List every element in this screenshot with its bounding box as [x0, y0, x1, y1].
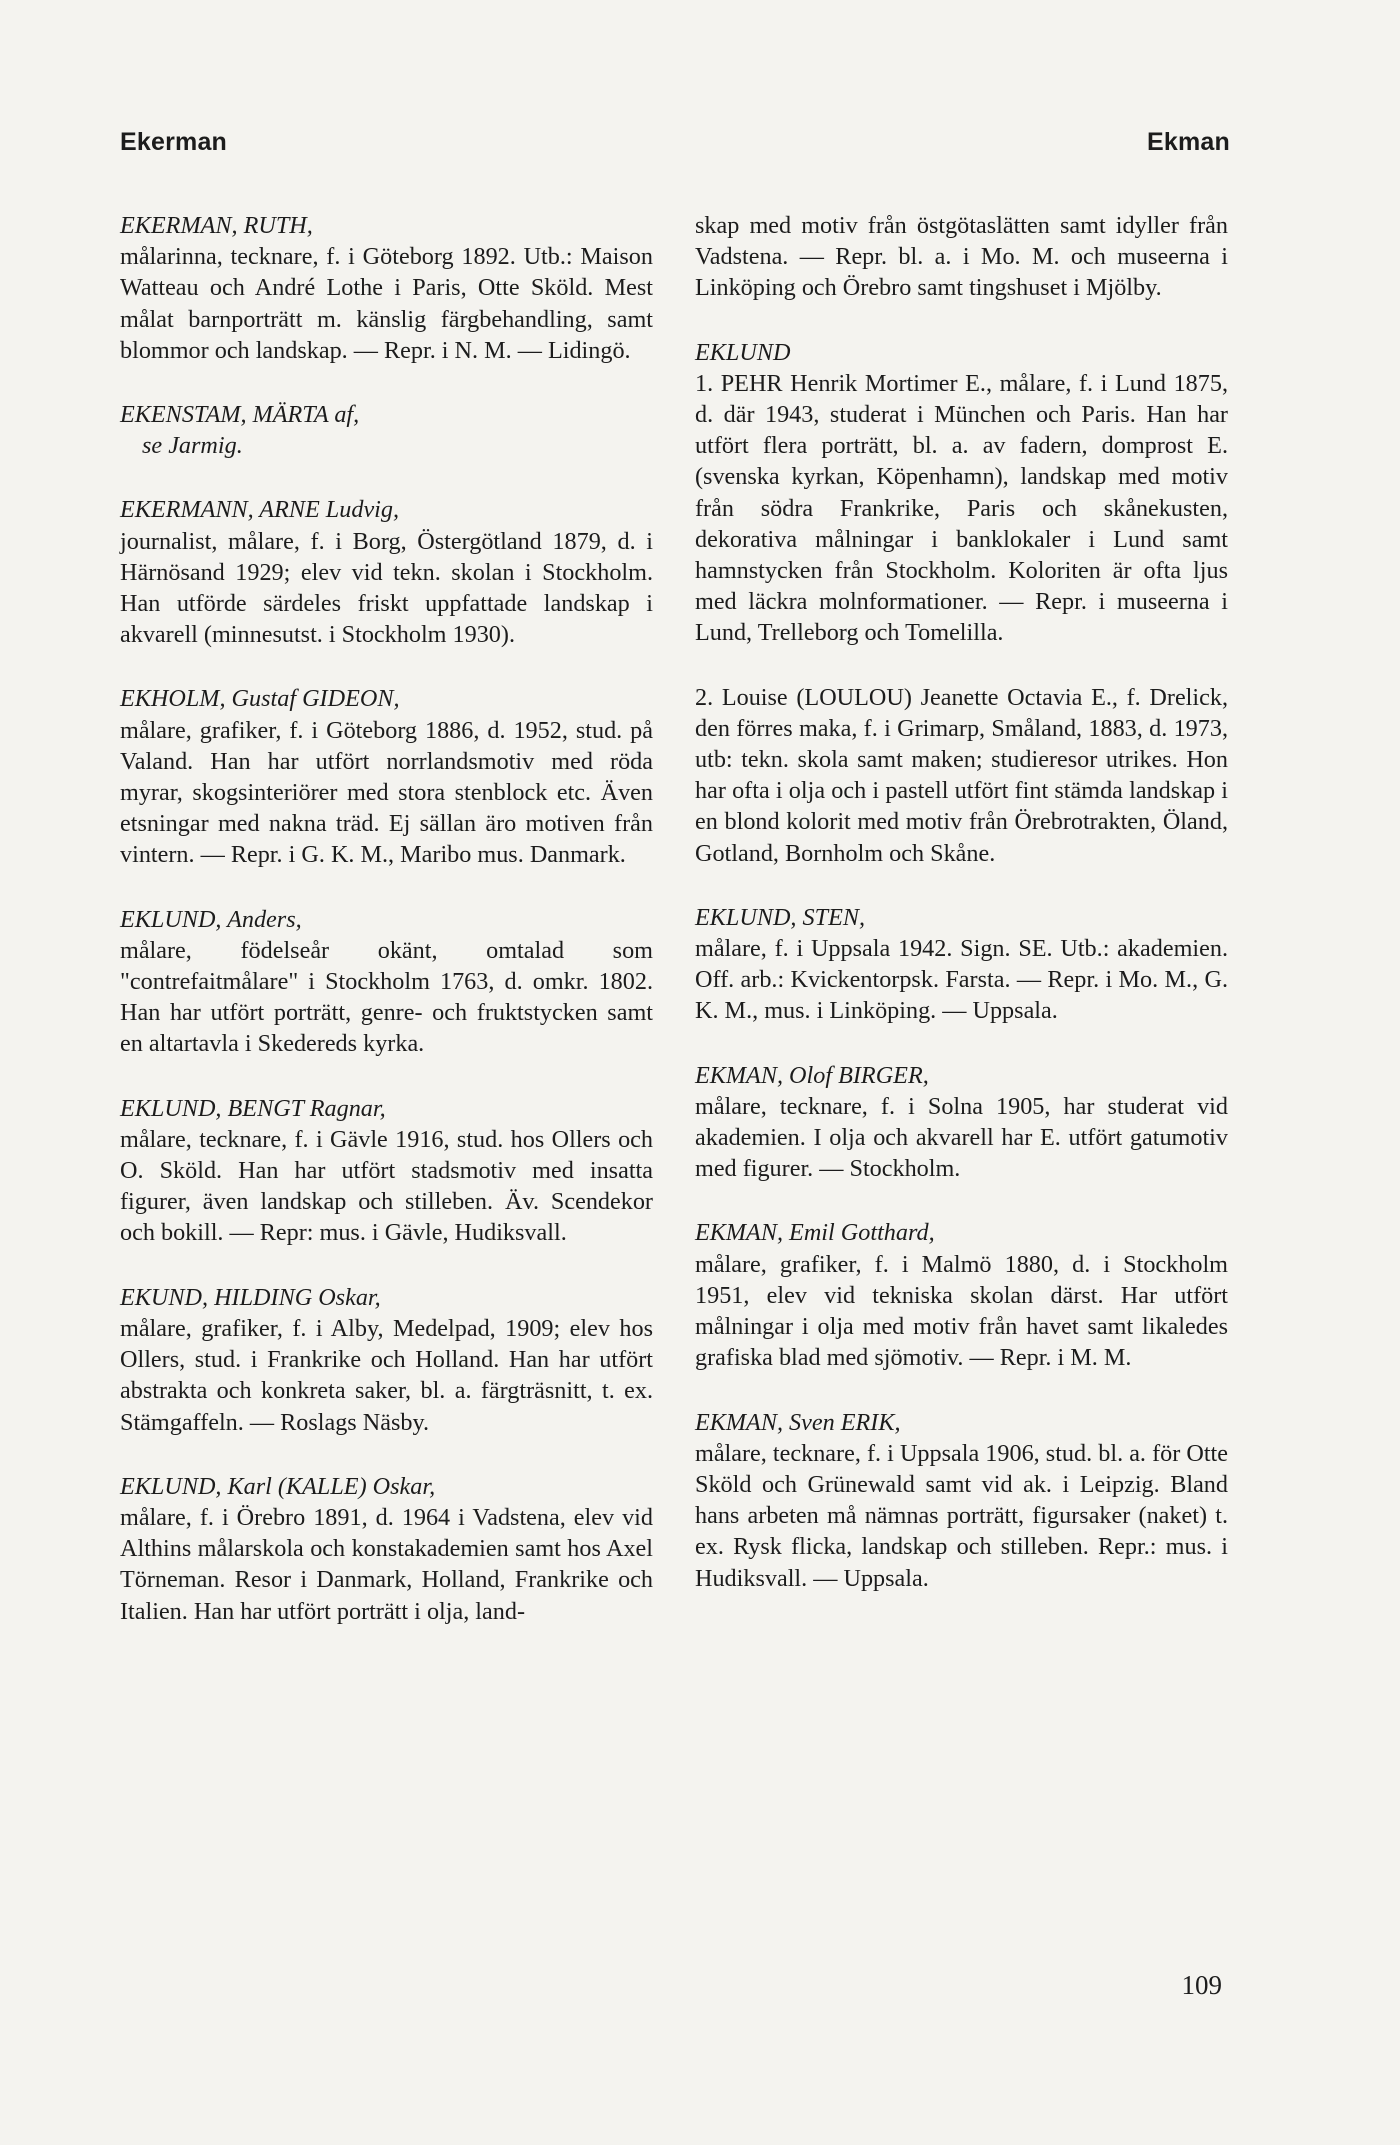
entry-body: målare, grafiker, f. i Alby, Medelpad, 1909; elev hos Ollers, stud. i Frankrike och Holland. Han har utfört abstrakta och konkreta saker, bl. a. färgträsnitt, t. ex. Stämgaffeln. — Roslags Näsby. [120, 1314, 653, 1436]
entry-head: EKERMAN, RUTH, [120, 212, 313, 239]
left-column [120, 210, 653, 1660]
entry-head: EKLUND, Karl (KALLE) Oskar, [120, 1472, 436, 1500]
entry-body: målarinna, tecknare, f. i Göteborg 1892. Utb.: Maison Watteau och André Lothe i Paris, Otte Sköld. Mest målat barnporträtt m. känslig färgbehandling, samt blommor och landskap. — Repr. i N. M. — Lidingö. [120, 243, 653, 364]
entry-head: EKMAN, Sven ERIK, [695, 1408, 901, 1436]
entry-head: EKMAN, Olof BIRGER, [695, 1061, 929, 1089]
entry-eklund-sten [695, 902, 1228, 1027]
entry-eklund-group [695, 337, 1228, 869]
entry-head-name: EKENSTAM, MÄRTA af, [120, 401, 360, 429]
entry-body: målare, f. i Örebro 1891, d. 1964 i Vadstena, elev vid Althins målarskola och konstakademien samt hos Axel Törneman. Resor i Danmark, Holland, Frankrike och Italien. Han har utfört porträtt i olja, land- [120, 1503, 653, 1625]
sub-entry-pehr [695, 368, 1228, 649]
sub-entry-body: 1. PEHR Henrik Mortimer E., målare, f. i Lund 1875, d. där 1943, studerat i München och Paris. Han har utfört flera porträtt, bl. a. av fadern, domprost E. (svenska kyrkan, Köpenhamn), landskap med motiv från södra Frankrike, Paris och skånekusten, dekorativa målningar i banklokaler i Lund samt hamnstycken från Stockholm. Koloriten är ofta ljus med läckra molnformationer. — Repr. i museerna i Lund, Trelleborg och Tomelilla. [695, 369, 1228, 647]
entry-ekermann-arne [120, 494, 653, 650]
running-head-left: Ekerman [120, 128, 228, 156]
entry-head: EKERMANN, ARNE Ludvig, [120, 496, 400, 524]
entry-head: EKUND, HILDING Oskar, [120, 1283, 381, 1311]
entry-ekman-emil [695, 1217, 1228, 1373]
sub-entry-body: 2. Louise (LOULOU) Jeanette Octavia E., f. Drelick, den förres maka, f. i Grimarp, Småland, 1883, d. 1973, utb: tekn. skola samt maken; studieresor utrikes. Hon har ofta i olja och i pastell utfört fint stämda landskap i en blond kolorit med motiv från Örebrotrakten, Öland, Gotland, Bornholm och Skåne. [695, 683, 1228, 867]
entry-head [120, 399, 653, 461]
entry-eklund-kalle [120, 1471, 653, 1627]
entry-body: målare, tecknare, f. i Uppsala 1906, stud. bl. a. för Otte Sköld och Grünewald samt vid ak. i Leipzig. Bland hans arbeten må nämnas porträtt, figursaker (naket) t. ex. Rysk flicka, landskap och stilleben. Repr.: mus. i Hudiksvall. — Uppsala. [695, 1439, 1228, 1592]
right-column [695, 210, 1228, 1627]
entry-ekman-erik [695, 1407, 1228, 1594]
running-head-right: Ekman [1147, 128, 1230, 156]
cross-reference: se Jarmig. [142, 432, 243, 460]
entry-body: målare, grafiker, f. i Göteborg 1886, d. 1952, stud. på Valand. Han har utfört norrlandsmotiv med röda myrar, skogsinteriörer med stora stenblock etc. Även etsningar med nakna träd. Ej sällan äro motiven från vintern. — Repr. i G. K. M., Maribo mus. Danmark. [120, 716, 653, 869]
page-number: 109 [1181, 1970, 1222, 2000]
entry-body: målare, tecknare, f. i Gävle 1916, stud. hos Ollers och O. Sköld. Han har utfört stadsmotiv med insatta figurer, även landskap och stilleben. Äv. Scendekor och bokill. — Repr: mus. i Gävle, Hudiksvall. [120, 1125, 653, 1247]
entry-ekund-hilding [120, 1282, 653, 1438]
entry-ekenstam-marta [120, 399, 653, 461]
entry-eklund-anders [120, 904, 653, 1060]
entry-body: journalist, målare, f. i Borg, Östergötland 1879, d. i Härnösand 1929; elev vid tekn. skolan i Stockholm. Han utförde särdeles friskt uppfattade landskap i akvarell (minnesutst. i Stockholm 1930). [120, 527, 653, 649]
entry-ekman-birger [695, 1060, 1228, 1185]
entry-ekerman-ruth [120, 210, 653, 366]
entry-head: EKMAN, Emil Gotthard, [695, 1219, 935, 1247]
entry-body: målare, tecknare, f. i Solna 1905, har studerat vid akademien. I olja och akvarell har E. utfört gatumotiv med figurer. — Stockholm. [695, 1092, 1228, 1183]
entry-eklund-bengt [120, 1093, 653, 1249]
entry-body: målare, födelseår okänt, omtalad som "contrefaitmålare" i Stockholm 1763, d. omkr. 1802. Han har utfört porträtt, genre- och fruktstycken samt en altartavla i Skedereds kyrka. [120, 936, 653, 1058]
entry-head: EKLUND, STEN, [695, 903, 866, 931]
entry-head: EKLUND, Anders, [120, 905, 302, 933]
entry-head: EKLUND [695, 338, 791, 366]
entry-ekholm-gideon [120, 683, 653, 870]
entry-body: målare, grafiker, f. i Malmö 1880, d. i Stockholm 1951, elev vid tekniska skolan därst. Har utfört målningar i olja med motiv från havet samt likaledes grafiska blad med sjömotiv. — Repr. i M. M. [695, 1250, 1228, 1372]
continued-entry-text: skap med motiv från östgötaslätten samt idyller från Vadstena. — Repr. bl. a. i Mo. M. och museerna i Linköping och Örebro samt tingshuset i Mjölby. [695, 212, 1228, 302]
entry-head: EKHOLM, Gustaf GIDEON, [120, 685, 400, 713]
entry-body: målare, f. i Uppsala 1942. Sign. SE. Utb.: akademien. Off. arb.: Kvickentorpsk. Farsta. — Repr. i Mo. M., G. K. M., mus. i Linköping. — Uppsala. [695, 935, 1228, 1025]
entry-head: EKLUND, BENGT Ragnar, [120, 1094, 386, 1122]
sub-entry-louise [695, 682, 1228, 869]
